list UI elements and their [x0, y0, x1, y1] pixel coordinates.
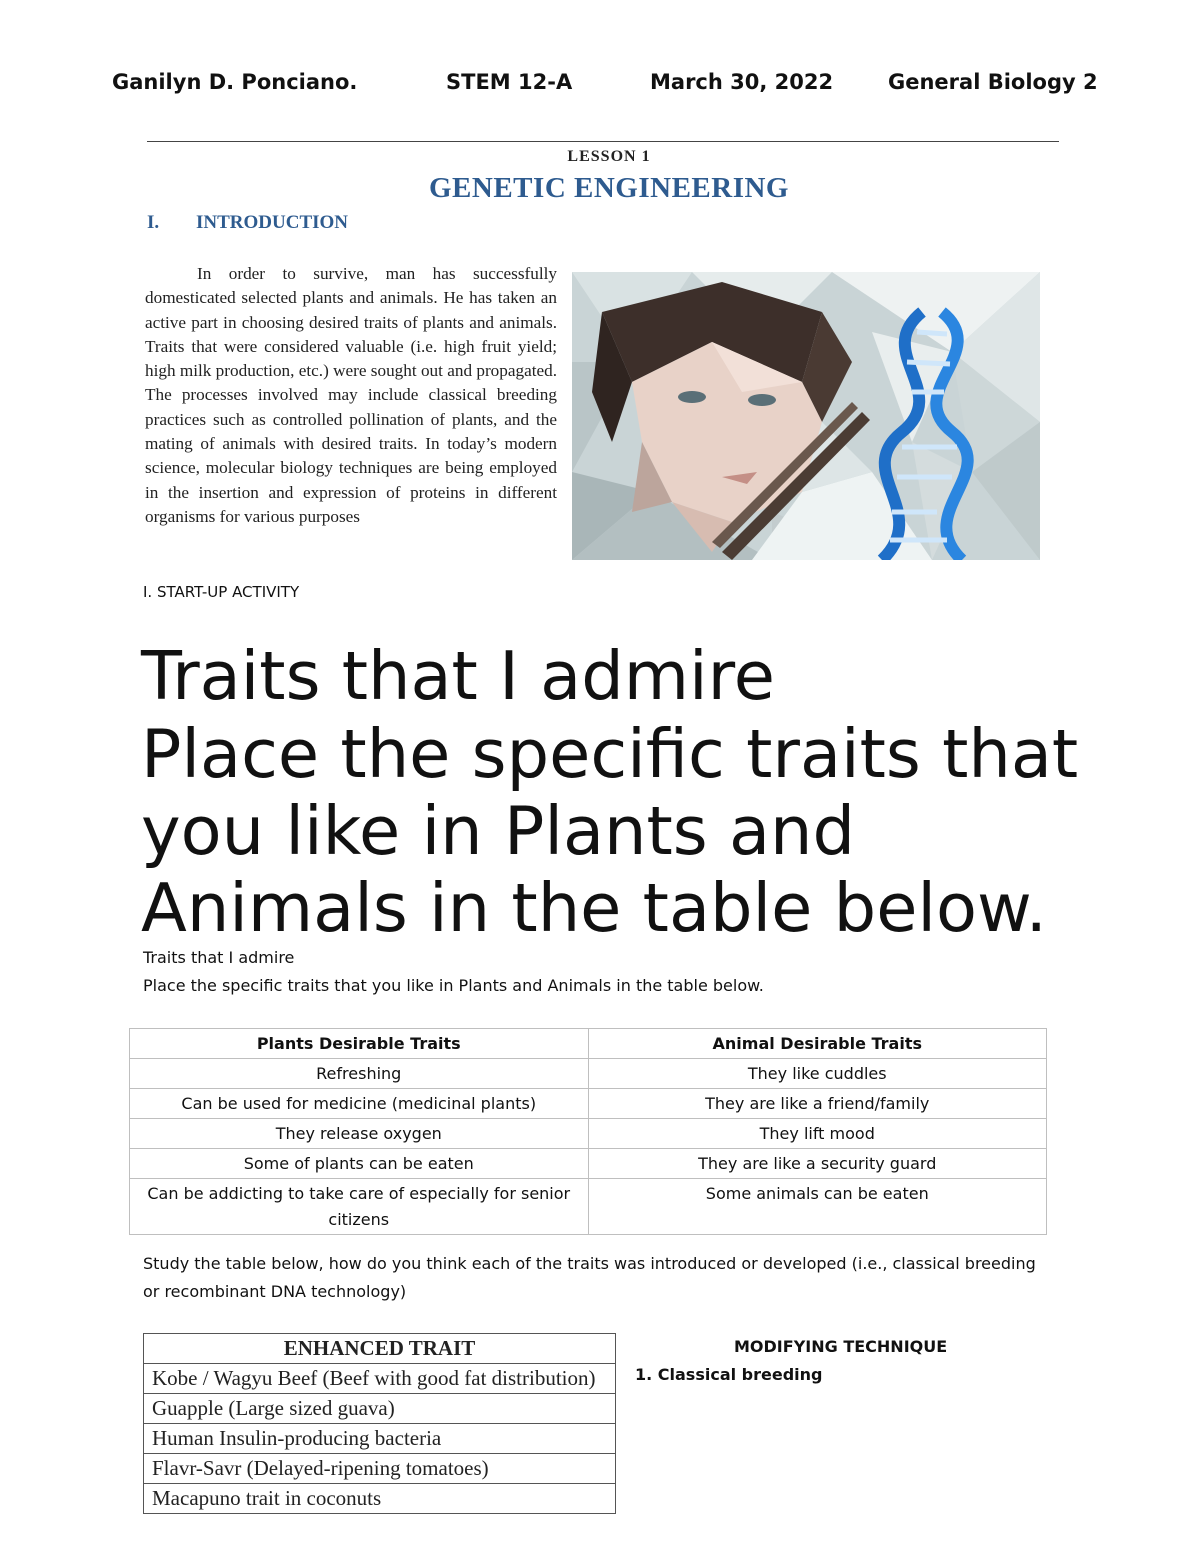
section-number: I.	[147, 212, 160, 233]
small-heading-line-2: Place the specific traits that you like in Plants and Animals in the table below.	[143, 976, 764, 995]
big-heading-line-3: you like in Plants and	[141, 792, 856, 870]
table-row	[144, 1394, 616, 1424]
enhanced-trait-cell: Human Insulin-producing bacteria	[144, 1424, 616, 1454]
table-row	[144, 1454, 616, 1484]
plant-trait-cell: Can be addicting to take care of especially for senior citizens	[130, 1179, 589, 1235]
table-row	[130, 1089, 1047, 1119]
table-header-row	[130, 1029, 1047, 1059]
class-section: STEM 12-A	[446, 70, 573, 94]
animal-trait-cell: They lift mood	[588, 1119, 1047, 1149]
animal-trait-cell: They like cuddles	[588, 1059, 1047, 1089]
document-date: March 30, 2022	[650, 70, 834, 94]
subject-name: General Biology 2	[888, 70, 1098, 94]
enhanced-trait-table	[143, 1333, 616, 1514]
lesson-label: LESSON 1	[567, 148, 651, 165]
scientist-dna-illustration	[572, 272, 1040, 560]
intro-paragraph: In order to survive, man has successfully domesticated selected plants and animals. He has taken an active part in choosing desired traits of plants and animals. Traits that were considered valuable (i.e. high fruit yield; high milk production, etc.) were sought out and propagated. The processes involved may include classical breeding practices such as controlled pollination of plants, and the mating of animals with desired traits. In today’s modern science, molecular biology techniques are being employed in the insertion and expression of proteins in different organisms for various purposes	[145, 264, 557, 526]
student-name: Ganilyn D. Ponciano.	[112, 70, 358, 94]
plant-trait-cell: They release oxygen	[130, 1119, 589, 1149]
table-row	[130, 1119, 1047, 1149]
modifying-technique-answer-1: 1. Classical breeding	[635, 1365, 823, 1384]
animal-trait-cell: Some animals can be eaten	[588, 1179, 1047, 1235]
table-row	[144, 1424, 616, 1454]
table-row	[130, 1059, 1047, 1089]
animal-trait-cell: They are like a friend/family	[588, 1089, 1047, 1119]
plant-trait-cell: Refreshing	[130, 1059, 589, 1089]
small-heading-line-1: Traits that I admire	[143, 948, 295, 967]
enhanced-trait-cell: Macapuno trait in coconuts	[144, 1484, 616, 1514]
scientist-dna-image	[572, 272, 1040, 560]
plant-trait-cell: Can be used for medicine (medicinal plants)	[130, 1089, 589, 1119]
table-row	[144, 1364, 616, 1394]
table-row	[130, 1149, 1047, 1179]
animals-header: Animal Desirable Traits	[588, 1029, 1047, 1059]
big-heading-line-4: Animals in the table below.	[141, 869, 1047, 947]
big-heading-line-2: Place the specific traits that	[141, 715, 1079, 793]
enhanced-header-row	[144, 1334, 616, 1364]
plants-header: Plants Desirable Traits	[130, 1029, 589, 1059]
enhanced-trait-cell: Flavr-Savr (Delayed-ripening tomatoes)	[144, 1454, 616, 1484]
lesson-title: GENETIC ENGINEERING	[429, 172, 789, 204]
table-row	[144, 1484, 616, 1514]
study-instruction: Study the table below, how do you think each of the traits was introduced or developed (i.e., classical breeding or recombinant DNA technology)	[143, 1254, 1036, 1301]
modifying-technique-header: MODIFYING TECHNIQUE	[734, 1337, 948, 1356]
enhanced-trait-cell: Kobe / Wagyu Beef (Beef with good fat distribution)	[144, 1364, 616, 1394]
enhanced-trait-header: ENHANCED TRAIT	[144, 1334, 616, 1364]
header-divider	[147, 141, 1059, 142]
section-title: INTRODUCTION	[196, 212, 349, 233]
animal-trait-cell: They are like a security guard	[588, 1149, 1047, 1179]
table-row	[130, 1179, 1047, 1235]
desirable-traits-table	[129, 1028, 1047, 1235]
startup-activity-label: I. START-UP ACTIVITY	[143, 583, 300, 601]
big-heading-line-1: Traits that I admire	[141, 637, 775, 715]
enhanced-trait-cell: Guapple (Large sized guava)	[144, 1394, 616, 1424]
plant-trait-cell: Some of plants can be eaten	[130, 1149, 589, 1179]
